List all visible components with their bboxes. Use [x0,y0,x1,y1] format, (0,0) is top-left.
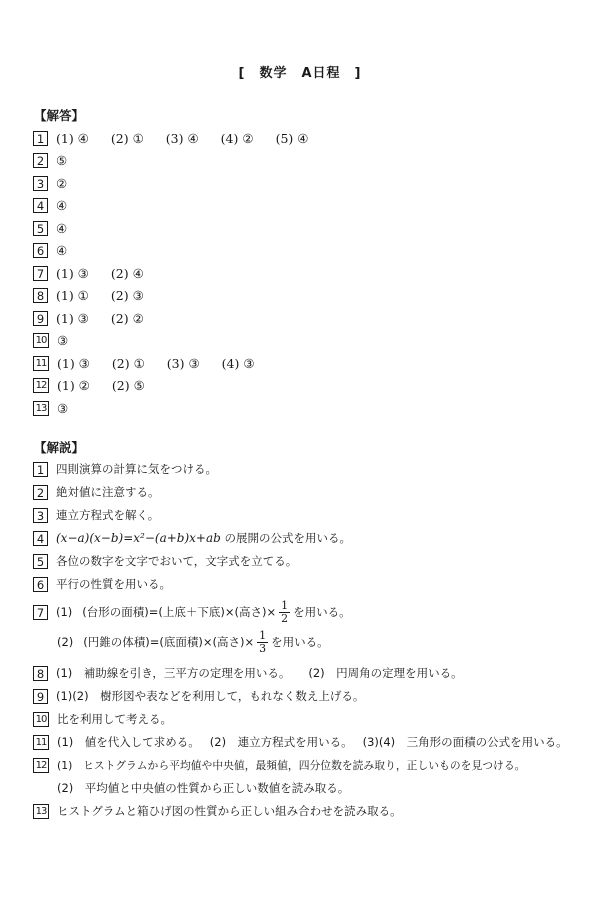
trapezoid-area-formula: (台形の面積)=(上底＋下底)×(高さ)× [82,605,277,619]
answer-part: ④ [56,198,68,213]
answer-part: (1) ③ [56,310,89,326]
answer-part: ② [56,175,68,191]
question-number-box: 3 [33,176,48,191]
question-number-box: 1 [33,462,48,477]
answer-row-9 [33,309,144,327]
question-number-box: 1 [33,131,48,146]
answer-row-10 [33,332,68,350]
answer-row-13 [33,399,68,417]
explanation-part-1: (1) 補助線を引き，三平方の定理を用いる。 [56,666,291,680]
question-number-box: 2 [33,485,48,500]
answer-part: (1) ① [56,288,89,303]
explanation-text: 比を利用して考える。 [57,712,172,726]
question-number-box: 6 [33,243,48,258]
answer-row-4 [33,197,67,215]
question-number-box: 3 [33,508,48,523]
answer-row-2 [33,152,67,170]
fraction-one-half: $\frac{1}{2}$ [281,598,289,625]
answer-part: (2) ① [111,355,145,371]
explanation-row-7-2 [57,630,329,654]
answer-row-8 [33,287,144,305]
explanation-text: 連立方程式を解く。 [56,508,160,522]
answer-part: (1) ④ [56,130,89,146]
explanation-row-5 [33,552,297,570]
explanation-text: 絶対値に注意する。 [56,485,160,499]
answer-part: ④ [56,243,68,258]
cone-volume-formula: (円錐の体積)=(底面積)×(高さ)× [83,635,255,649]
answer-part: (1) ② [57,378,90,393]
fraction-one-third: $\frac{1}{3}$ [259,628,267,655]
explanation-row-12-2 [57,779,349,797]
explanation-row-4 [33,529,351,547]
explanation-row-6 [33,575,171,593]
explanation-part-1: (1) 値を代入して求める。 [57,735,200,749]
answer-row-1 [33,129,308,147]
explanation-text: ヒストグラムと箱ひげ図の性質から正しい組み合わせを読み取る。 [57,804,402,818]
answer-part: (2) ③ [110,288,144,303]
answer-part: ③ [57,333,69,348]
question-number-box: 9 [33,689,48,704]
explanation-text: 各位の数字を文字でおいて，文字式を立てる。 [56,554,298,568]
explanation-text: 平行の性質を用いる。 [56,577,171,591]
explanation-row-2 [33,483,160,501]
explanation-row-13 [33,802,402,820]
answer-part: (1) ③ [56,265,89,281]
sub-question-label: (2) [57,635,74,649]
question-number-box: 8 [33,288,48,303]
answer-row-3 [33,174,67,192]
answer-part: (2) ① [110,130,144,146]
explanation-part-2: (2) 連立方程式を用いる。 [209,735,353,749]
answer-part: (2) ④ [110,265,144,281]
answer-part: ④ [56,220,68,236]
question-number-box: 12 [33,378,49,393]
answer-part: (1) ③ [57,355,90,371]
explanation-text: 四則演算の計算に気をつける。 [56,462,217,476]
explanation-text: (2) 平均値と中央値の性質から正しい数値を読み取る。 [57,781,350,795]
explanation-part-3: (3)(4) 三角形の面積の公式を用いる。 [362,735,568,749]
answer-row-7 [33,264,144,282]
question-number-box: 9 [33,311,48,326]
answer-part: ③ [57,400,69,416]
explanation-row-8 [33,664,463,682]
explanations-heading: 【解説】 [34,440,85,455]
question-number-box: 12 [33,758,49,773]
explanation-row-1 [33,460,217,478]
explanation-row-9 [33,687,364,705]
question-number-box: 7 [33,266,48,281]
explanation-row-10 [33,710,172,728]
explanation-row-3 [33,506,159,524]
answer-row-5 [33,219,67,237]
question-number-box: 13 [33,401,49,416]
explanation-tail: を用いる。 [271,635,329,649]
answer-part: (5) ④ [275,130,309,146]
question-number-box: 13 [33,804,49,819]
answer-part: (3) ③ [166,355,200,371]
expansion-formula: (x−a)(x−b)=x²−(a+b)x+ab [56,531,221,545]
answer-part: (3) ④ [165,130,199,146]
answer-part: (4) ③ [221,355,255,371]
question-number-box: 10 [33,712,49,727]
question-number-box: 5 [33,221,48,236]
explanation-tail: の展開の公式を用いる。 [220,531,351,545]
answer-part: ⑤ [56,153,68,168]
answer-part: (2) ② [110,310,144,326]
question-number-box: 5 [33,554,48,569]
question-number-box: 8 [33,666,48,681]
sub-question-label: (1) [56,605,73,619]
answer-part: (4) ② [220,130,254,146]
explanation-part-2: (2) 円周角の定理を用いる。 [308,666,463,680]
explanation-text: (1)(2) 樹形図や表などを利用して，もれなく数え上げる。 [56,689,365,703]
answer-row-6 [33,242,67,260]
explanation-text [56,530,351,546]
page-title: [ 数学 A日程 ] [238,66,362,81]
explanation-row-12-1 [33,756,525,774]
question-number-box: 7 [33,605,48,620]
question-number-box: 4 [33,198,48,213]
explanation-tail: を用いる。 [293,605,351,619]
answer-part: (2) ⑤ [111,378,145,393]
question-number-box: 4 [33,531,48,546]
question-number-box: 10 [33,333,49,348]
question-number-box: 11 [33,356,49,371]
question-number-box: 11 [33,735,49,750]
question-number-box: 6 [33,577,48,592]
answer-row-12 [33,377,145,395]
explanation-row-11 [33,733,568,751]
explanation-text: (1) ヒストグラムから平均値や中央値，最頻値，四分位数を読み取り，正しいものを見つける。 [57,758,526,772]
answers-heading: 【解答】 [34,108,85,123]
answer-row-11 [33,354,255,372]
question-number-box: 2 [33,153,48,168]
explanation-row-7-1 [33,600,351,624]
